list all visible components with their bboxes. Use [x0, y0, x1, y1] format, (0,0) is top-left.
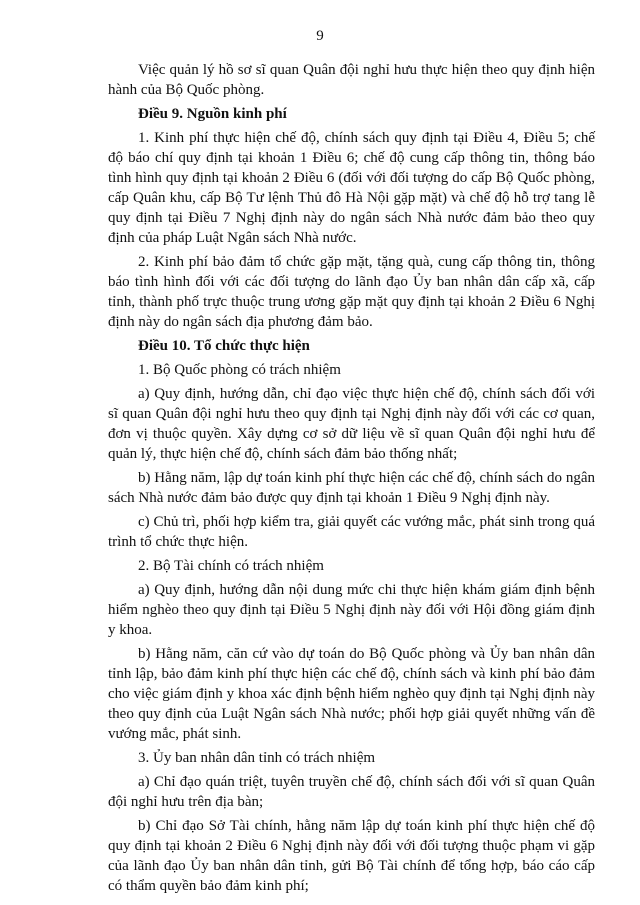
article-10-clause-3-a: a) Chỉ đạo quán triệt, tuyên truyền chế độ, chính sách đối với sĩ quan Quân đội nghỉ hưu trên địa bàn; — [108, 774, 595, 810]
page-number: 9 — [316, 28, 324, 44]
article-10-clause-2: 2. Bộ Tài chính có trách nhiệm — [138, 558, 324, 574]
document-body — [108, 60, 595, 900]
article-10-clause-1-c: c) Chủ trì, phối hợp kiểm tra, giải quyết các vướng mắc, phát sinh trong quá trình tổ chức thực hiện. — [108, 514, 595, 550]
article-10-clause-2-b: b) Hằng năm, căn cứ vào dự toán do Bộ Quốc phòng và Ủy ban nhân dân tỉnh lập, bảo đảm kinh phí thực hiện các chế độ, chính sách và kinh phí bảo đảm cho việc giám định y khoa xác định bệnh hiểm nghèo quy định tại Nghị định này theo quy định của Luật Ngân sách Nhà nước; phối hợp giải quyết những vấn đề vướng mắc, phát sinh. — [108, 646, 595, 742]
article-10-clause-3-b: b) Chỉ đạo Sở Tài chính, hằng năm lập dự toán kinh phí thực hiện chế độ quy định tại khoản 2 Điều 6 Nghị định này đối với đối tượng thuộc phạm vi gặp của lãnh đạo Ủy ban nhân dân tỉnh, gửi Bộ Tài chính để tổng hợp, báo cáo cấp có thẩm quyền bảo đảm kinh phí; — [108, 818, 595, 894]
article-10-clause-1-b: b) Hằng năm, lập dự toán kinh phí thực hiện các chế độ, chính sách do ngân sách Nhà nước đảm bảo được quy định tại khoản 1 Điều 9 Nghị định này. — [108, 470, 595, 506]
paragraph-records-management: Việc quản lý hồ sơ sĩ quan Quân đội nghỉ hưu thực hiện theo quy định hiện hành của Bộ Quốc phòng. — [108, 62, 595, 98]
article-10-clause-2-a: a) Quy định, hướng dẫn nội dung mức chi thực hiện khám giám định bệnh hiểm nghèo theo quy định tại Điều 5 Nghị định này đối với Hội đồng giám định y khoa. — [108, 582, 595, 638]
article-10-heading: Điều 10. Tổ chức thực hiện — [138, 338, 310, 354]
article-9-clause-2: 2. Kinh phí bảo đảm tổ chức gặp mặt, tặng quà, cung cấp thông tin, thông báo tình hình đối với các đối tượng do lãnh đạo Ủy ban nhân dân cấp xã, cấp tỉnh, thành phố trực thuộc trung ương gặp mặt quy định tại khoản 2 Điều 6 Nghị định này do ngân sách địa phương đảm bảo. — [108, 254, 595, 330]
article-9-heading: Điều 9. Nguồn kinh phí — [138, 106, 287, 122]
article-10-clause-3: 3. Ủy ban nhân dân tỉnh có trách nhiệm — [138, 750, 376, 766]
article-10-clause-1: 1. Bộ Quốc phòng có trách nhiệm — [138, 362, 341, 378]
article-10-clause-1-a: a) Quy định, hướng dẫn, chỉ đạo việc thực hiện chế độ, chính sách đối với sĩ quan Quân đội nghỉ hưu theo quy định tại Nghị định này đối với các cơ quan, đơn vị thuộc quyền. Xây dựng cơ sở dữ liệu về sĩ quan Quân đội nghỉ hưu để quản lý, thực hiện chế độ, chính sách đảm bảo thống nhất; — [108, 386, 595, 462]
article-9-clause-1: 1. Kinh phí thực hiện chế độ, chính sách quy định tại Điều 4, Điều 5; chế độ báo chí quy định tại khoản 1 Điều 6; chế độ cung cấp thông tin, thông báo tình hình quy định tại khoản 2 Điều 6 (đối với đối tượng do cấp Bộ Quốc phòng, cấp Quân khu, cấp Bộ Tư lệnh Thủ đô Hà Nội gặp mặt) và chế độ hỗ trợ tang lễ quy định tại Điều 7 Nghị định này do ngân sách Nhà nước đảm bảo theo quy định của pháp Luật Ngân sách Nhà nước. — [108, 130, 595, 246]
